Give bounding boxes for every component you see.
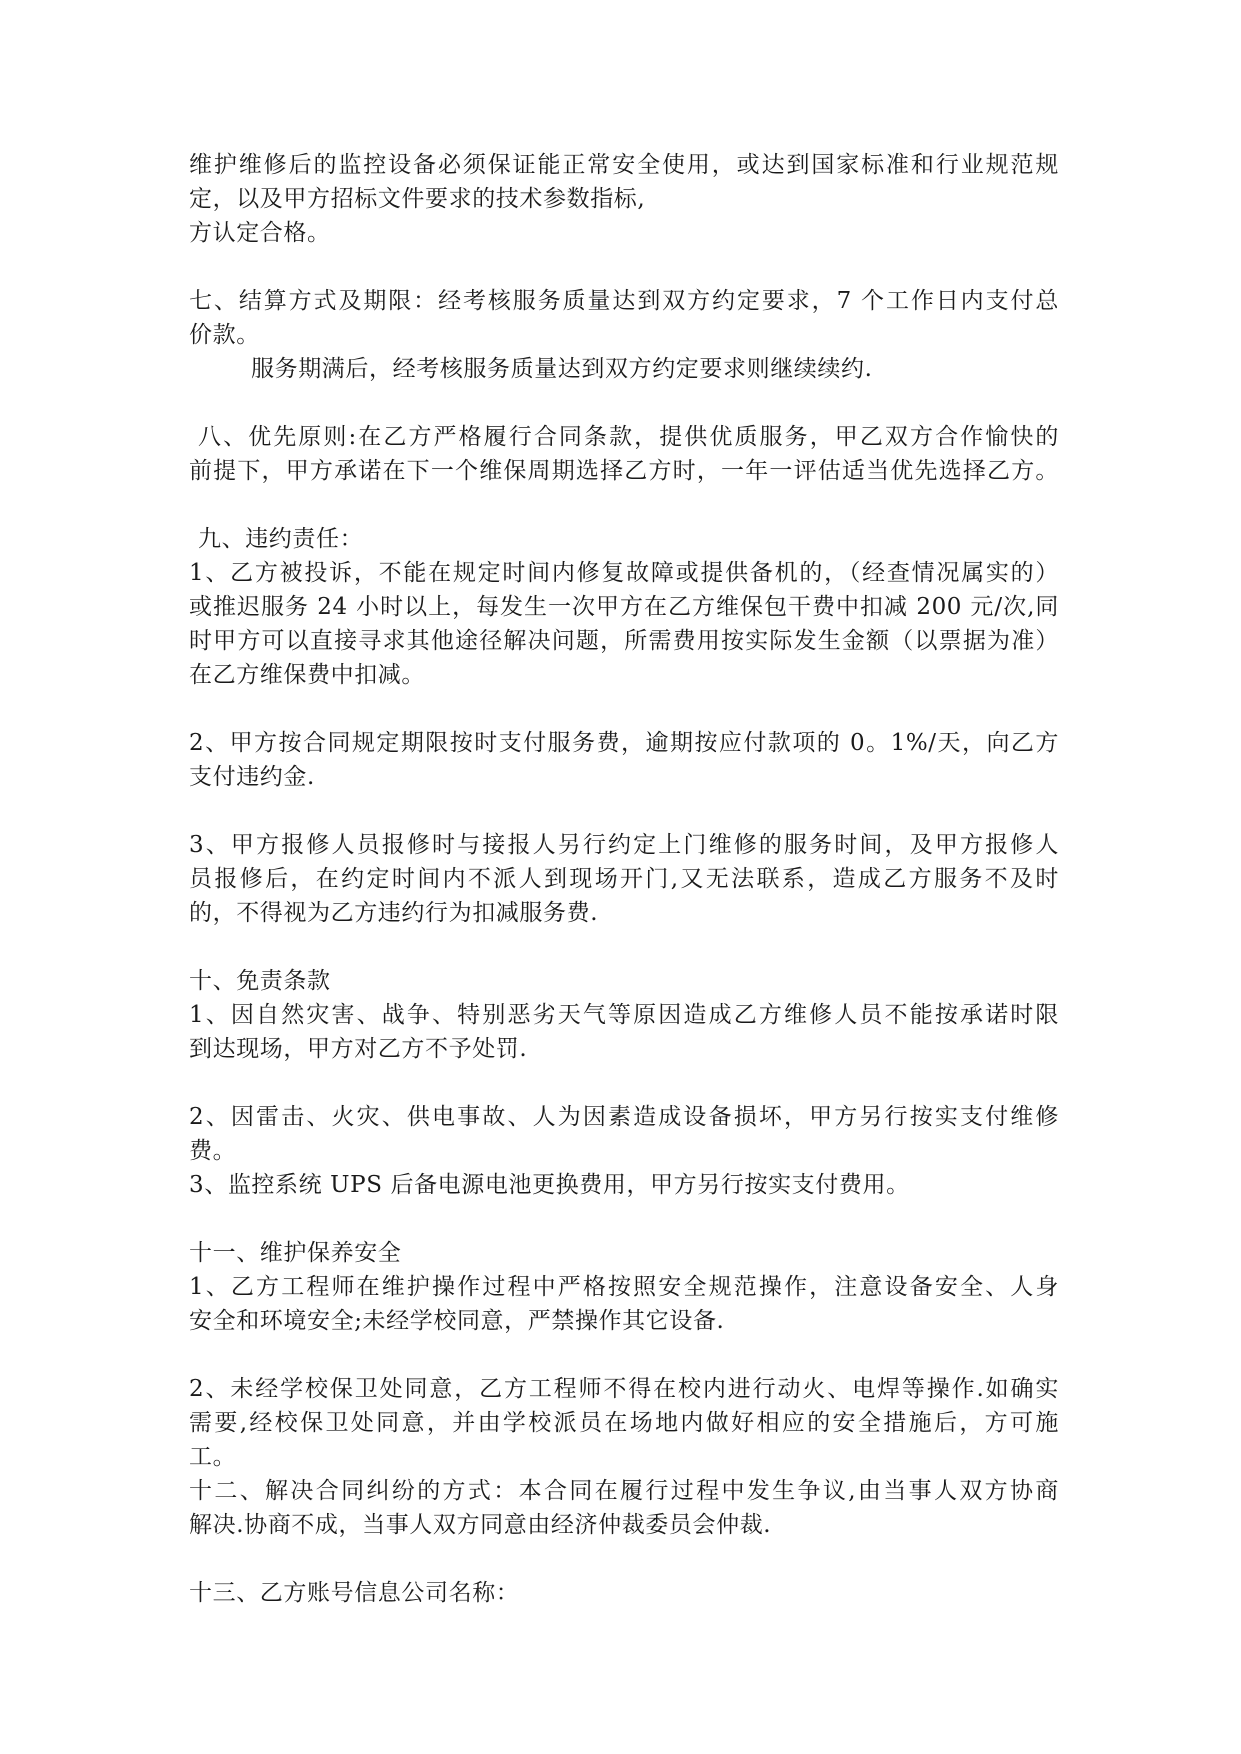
paragraph-gap: [189, 930, 1059, 964]
text-line: 方认定合格。: [189, 220, 331, 246]
text-line: 2、未经学校保卫处同意，乙方工程师不得在校内进行动火、电焊等操作.如确实: [189, 1376, 1059, 1402]
text-line: 工。: [189, 1444, 237, 1470]
paragraph-gap: [189, 1066, 1059, 1100]
section-heading-9: 九、违约责任：: [198, 526, 364, 552]
text-line: 时甲方可以直接寻求其他途径解决问题，所需费用按实际发生金额（以票据为准）: [189, 628, 1059, 654]
section-heading-8: 八、优先原则:在乙方严格履行合同条款，提供优质服务，甲乙双方合作愉快的: [198, 424, 1059, 450]
paragraph-gap: [189, 1542, 1059, 1576]
text-line: 前提下，甲方承诺在下一个维保周期选择乙方时，一年一评估适当优先选择乙方。: [189, 458, 1059, 484]
text-line: 价款。: [189, 322, 260, 348]
section-heading-10: 十、免责条款: [189, 968, 331, 994]
text-line: 1、乙方工程师在维护操作过程中严格按照安全规范操作，注意设备安全、人身: [189, 1274, 1059, 1300]
text-line: 3、监控系统 UPS 后备电源电池更换费用，甲方另行按实支付费用。: [189, 1172, 910, 1198]
section-heading-7: 七、结算方式及期限：经考核服务质量达到双方约定要求，7 个工作日内支付总: [189, 288, 1059, 314]
text-line: 3、甲方报修人员报修时与接报人另行约定上门维修的服务时间，及甲方报修人: [189, 832, 1059, 858]
paragraph-gap: [189, 1202, 1059, 1236]
section-heading-13: 十三、乙方账号信息公司名称：: [189, 1580, 520, 1606]
paragraph-gap: [189, 1338, 1059, 1372]
section-heading-11: 十一、维护保养安全: [189, 1240, 402, 1266]
text-line: 员报修后，在约定时间内不派人到现场开门,又无法联系，造成乙方服务不及时: [189, 866, 1059, 892]
paragraph-gap: [189, 692, 1059, 726]
text-line: 服务期满后，经考核服务质量达到双方约定要求则继续续约.: [251, 356, 873, 382]
document-body: [189, 148, 1059, 1610]
paragraph-gap: [189, 488, 1059, 522]
text-line: 或推迟服务 24 小时以上，每发生一次甲方在乙方维保包干费中扣减 200 元/次,同: [189, 594, 1059, 620]
section-heading-12: 十二、解决合同纠纷的方式：本合同在履行过程中发生争议,由当事人双方协商: [189, 1478, 1059, 1504]
text-line: 支付违约金.: [189, 764, 315, 790]
text-line: 2、甲方按合同规定期限按时支付服务费，逾期按应付款项的 0。1%/天，向乙方: [189, 730, 1059, 756]
paragraph-gap: [189, 386, 1059, 420]
text-line: 安全和环境安全;未经学校同意，严禁操作其它设备.: [189, 1308, 725, 1334]
text-line: 到达现场，甲方对乙方不予处罚.: [189, 1036, 528, 1062]
text-line: 1、因自然灾害、战争、特别恶劣天气等原因造成乙方维修人员不能按承诺时限: [189, 1002, 1059, 1028]
text-line: 解决.协商不成，当事人双方同意由经济仲裁委员会仲裁.: [189, 1512, 772, 1538]
paragraph-gap: [189, 794, 1059, 828]
text-line: 2、因雷击、火灾、供电事故、人为因素造成设备损坏，甲方另行按实支付维修: [189, 1104, 1059, 1130]
text-line: 维护维修后的监控设备必须保证能正常安全使用，或达到国家标准和行业规范规: [189, 152, 1059, 178]
text-line: 1、乙方被投诉，不能在规定时间内修复故障或提供备机的，（经查情况属实的）: [189, 560, 1059, 586]
text-line: 需要,经校保卫处同意，并由学校派员在场地内做好相应的安全措施后，方可施: [189, 1410, 1059, 1436]
text-line: 的，不得视为乙方违约行为扣减服务费.: [189, 900, 599, 926]
text-line: 费。: [189, 1138, 237, 1164]
paragraph-gap: [189, 250, 1059, 284]
text-line: 在乙方维保费中扣减。: [189, 662, 425, 688]
text-line: 定，以及甲方招标文件要求的技术参数指标,: [189, 186, 646, 212]
